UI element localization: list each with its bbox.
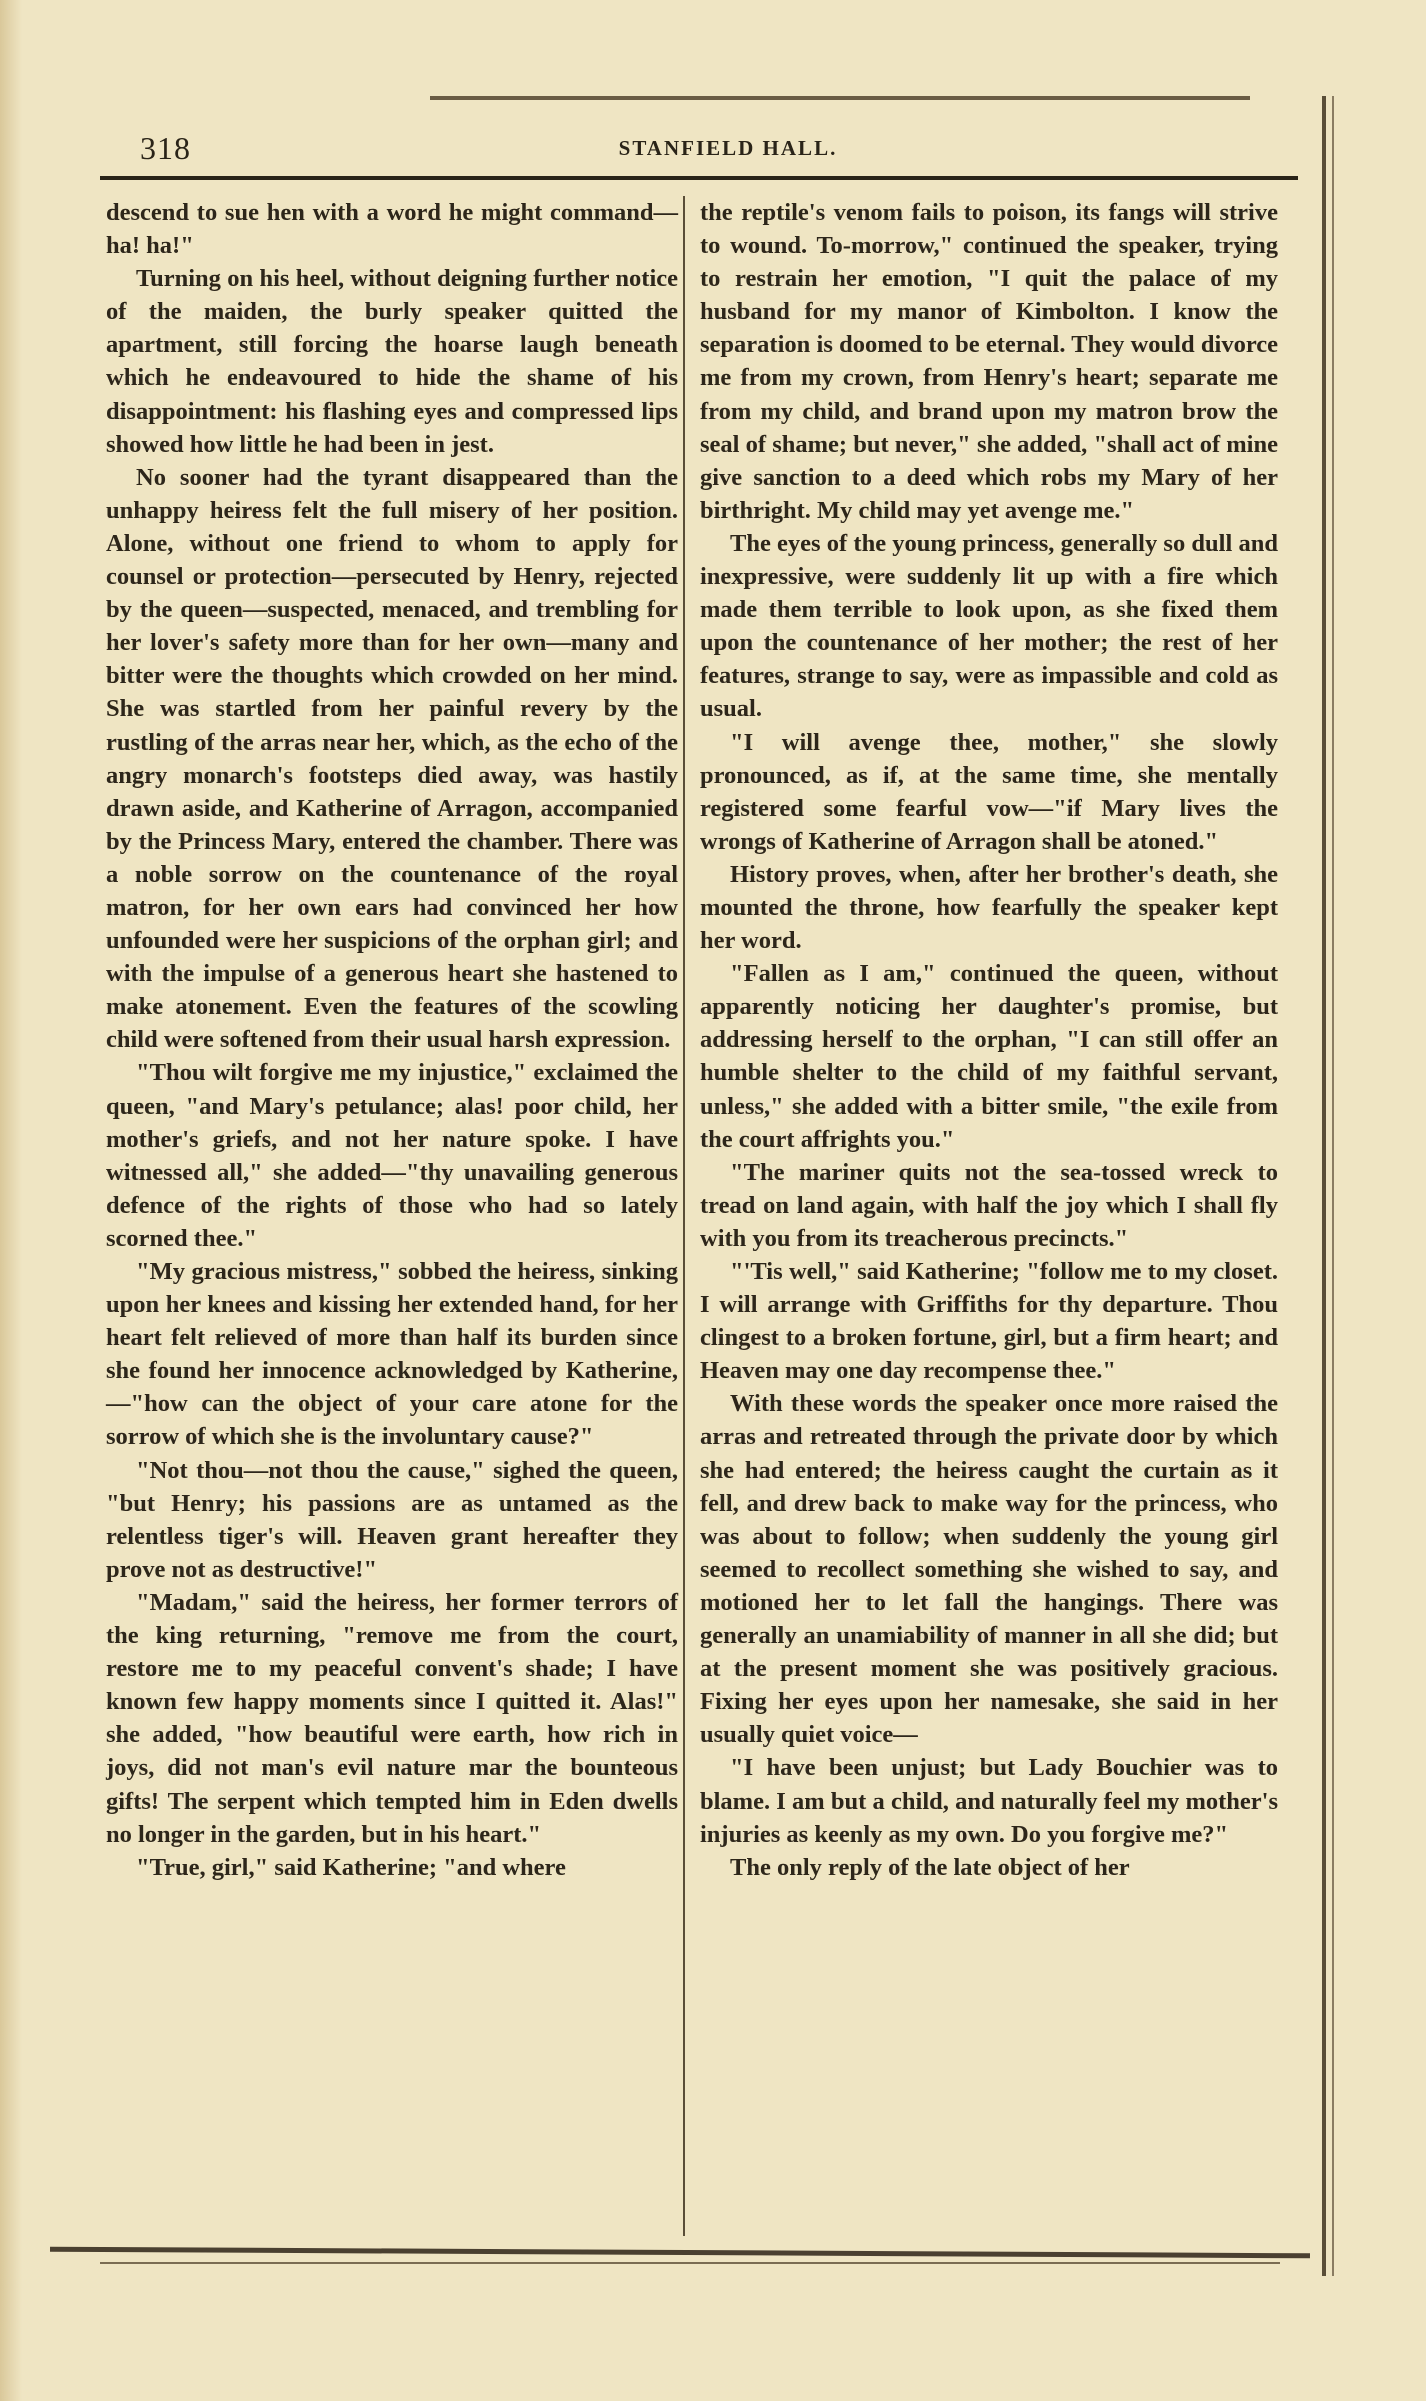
bottom-rule xyxy=(50,2247,1310,2259)
paragraph: the reptile's venom fails to poison, its fangs will strive to wound. To-morrow," continued the speaker, trying to restrain her emotion, "I quit the palace of my husband for my manor of Kimbolton. I know the separation is doomed to be eternal. They would divorce me from my crown, from Henry's heart; separate me from my child, and brand upon my matron brow the seal of shame; but never," she added, "shall act of mine give sanction to a deed which robs my Mary of her birthright. My child may yet avenge me." xyxy=(700,199,1278,524)
header-rule xyxy=(100,176,1298,180)
right-frame-rule xyxy=(1322,96,1326,2276)
paragraph: "'Tis well," said Katherine; "follow me to my closet. I will arrange with Griffiths for thy departure. Thou clingest to a broken fortune, girl, but a firm heart; and Heaven may one day recompense thee." xyxy=(700,1258,1278,1385)
paragraph: History proves, when, after her brother's death, she mounted the throne, how fearfully the speaker kept her word. xyxy=(700,860,1278,955)
running-title: STANFIELD HALL. xyxy=(618,136,838,160)
paragraph: "My gracious mistress," sobbed the heiress, sinking upon her knees and kissing her extended hand, for her heart felt relieved of more than half its burden since she found her innocence acknowledged by Katherine,—"how can the object of your care atone for the sorrow of which she is the involuntary cause?" xyxy=(106,1258,678,1451)
paragraph: "I will avenge thee, mother," she slowly pronounced, as if, at the same time, she mentally registered some fearful vow—"if Mary lives the wrongs of Katherine of Arragon shall be atoned." xyxy=(700,728,1278,855)
paragraph: "Thou wilt forgive me my injustice," exclaimed the queen, "and Mary's petulance; alas! poor child, her mother's griefs, and not her nature spoke. I have witnessed all," she added—"thy unavailing generous defence of the rights of those who had so lately scorned thee." xyxy=(106,1059,678,1252)
right-frame-rule-thin xyxy=(1332,96,1334,2276)
paragraph: descend to sue hen with a word he might command—ha! ha!" xyxy=(106,199,678,260)
page-header xyxy=(140,130,1316,174)
page-number: 318 xyxy=(140,130,191,166)
bottom-rule-thin xyxy=(100,2262,1280,2264)
top-border-rule xyxy=(430,96,1250,100)
right-column xyxy=(700,196,1278,2236)
paragraph: "I have been unjust; but Lady Bouchier was to blame. I am but a child, and naturally feel my mother's injuries as keenly as my own. Do you forgive me?" xyxy=(700,1754,1278,1848)
paragraph: "True, girl," said Katherine; "and where xyxy=(136,1853,566,1881)
page-edge xyxy=(0,0,22,2401)
paragraph: The only reply of the late object of her xyxy=(730,1853,1130,1881)
paragraph: Turning on his heel, without deigning further notice of the maiden, the burly speaker quitted the apartment, still forcing the hoarse laugh beneath which he endeavoured to hide the shame of his disappointment: his flashing eyes and compressed lips showed how little he had been in jest. xyxy=(106,265,678,458)
left-column xyxy=(106,196,678,2236)
paragraph: "Not thou—not thou the cause," sighed the queen, "but Henry; his passions are as untamed as the relentless tiger's will. Heaven grant hereafter they prove not as destructive!" xyxy=(106,1456,678,1583)
paragraph: With these words the speaker once more raised the arras and retreated through the private door by which she had entered; the heiress caught the curtain as it fell, and drew back to make way for the princess, who was about to follow; when suddenly the young girl seemed to recollect something she wished to say, and motioned her to let fall the hangings. There was generally an unamiability of manner in all she did; but at the present moment she was positively gracious. Fixing her eyes upon her namesake, she said in her usually quiet voice— xyxy=(700,1390,1278,1749)
paragraph: The eyes of the young princess, generally so dull and inexpressive, were suddenly lit up with a fire which made them terrible to look upon, as she fixed them upon the countenance of her mother; the rest of her features, strange to say, were as impassible and cold as usual. xyxy=(700,529,1278,723)
paragraph: "Fallen as I am," continued the queen, without apparently noticing her daughter's promise, but addressing herself to the orphan, "I can still offer an humble shelter to the child of my faithful servant, unless," she added with a bitter smile, "the exile from the court affrights you." xyxy=(700,960,1278,1153)
column-divider xyxy=(683,196,685,2236)
paragraph: "Madam," said the heiress, her former terrors of the king returning, "remove me from the court, restore me to my peaceful convent's shade; I have known few happy moments since I quitted it. Alas!" she added, "how beautiful were earth, how rich in joys, did not man's evil nature mar the bounteous gifts! The serpent which tempted him in Eden dwells no longer in the garden, but in his heart." xyxy=(106,1588,678,1848)
paragraph: No sooner had the tyrant disappeared than the unhappy heiress felt the full misery of her position. Alone, without one friend to whom to apply for counsel or protection—persecuted by Henry, rejected by the queen—suspected, menaced, and trembling for her lover's safety more than for her own—many and bitter were the thoughts which crowded on her mind. She was startled from her painful revery by the rustling of the arras near her, which, as the echo of the angry monarch's footsteps died away, was hastily drawn aside, and Katherine of Arragon, accompanied by the Princess Mary, entered the chamber. There was a noble sorrow on the countenance of the royal matron, for her own ears had convinced her how unfounded were her suspicions of the orphan girl; and with the impulse of a generous heart she hastened to make atonement. Even the features of the scowling child were softened from their usual harsh expression. xyxy=(106,463,678,1054)
paragraph: "The mariner quits not the sea-tossed wreck to tread on land again, with half the joy which I shall fly with you from its treacherous precincts." xyxy=(700,1158,1278,1252)
